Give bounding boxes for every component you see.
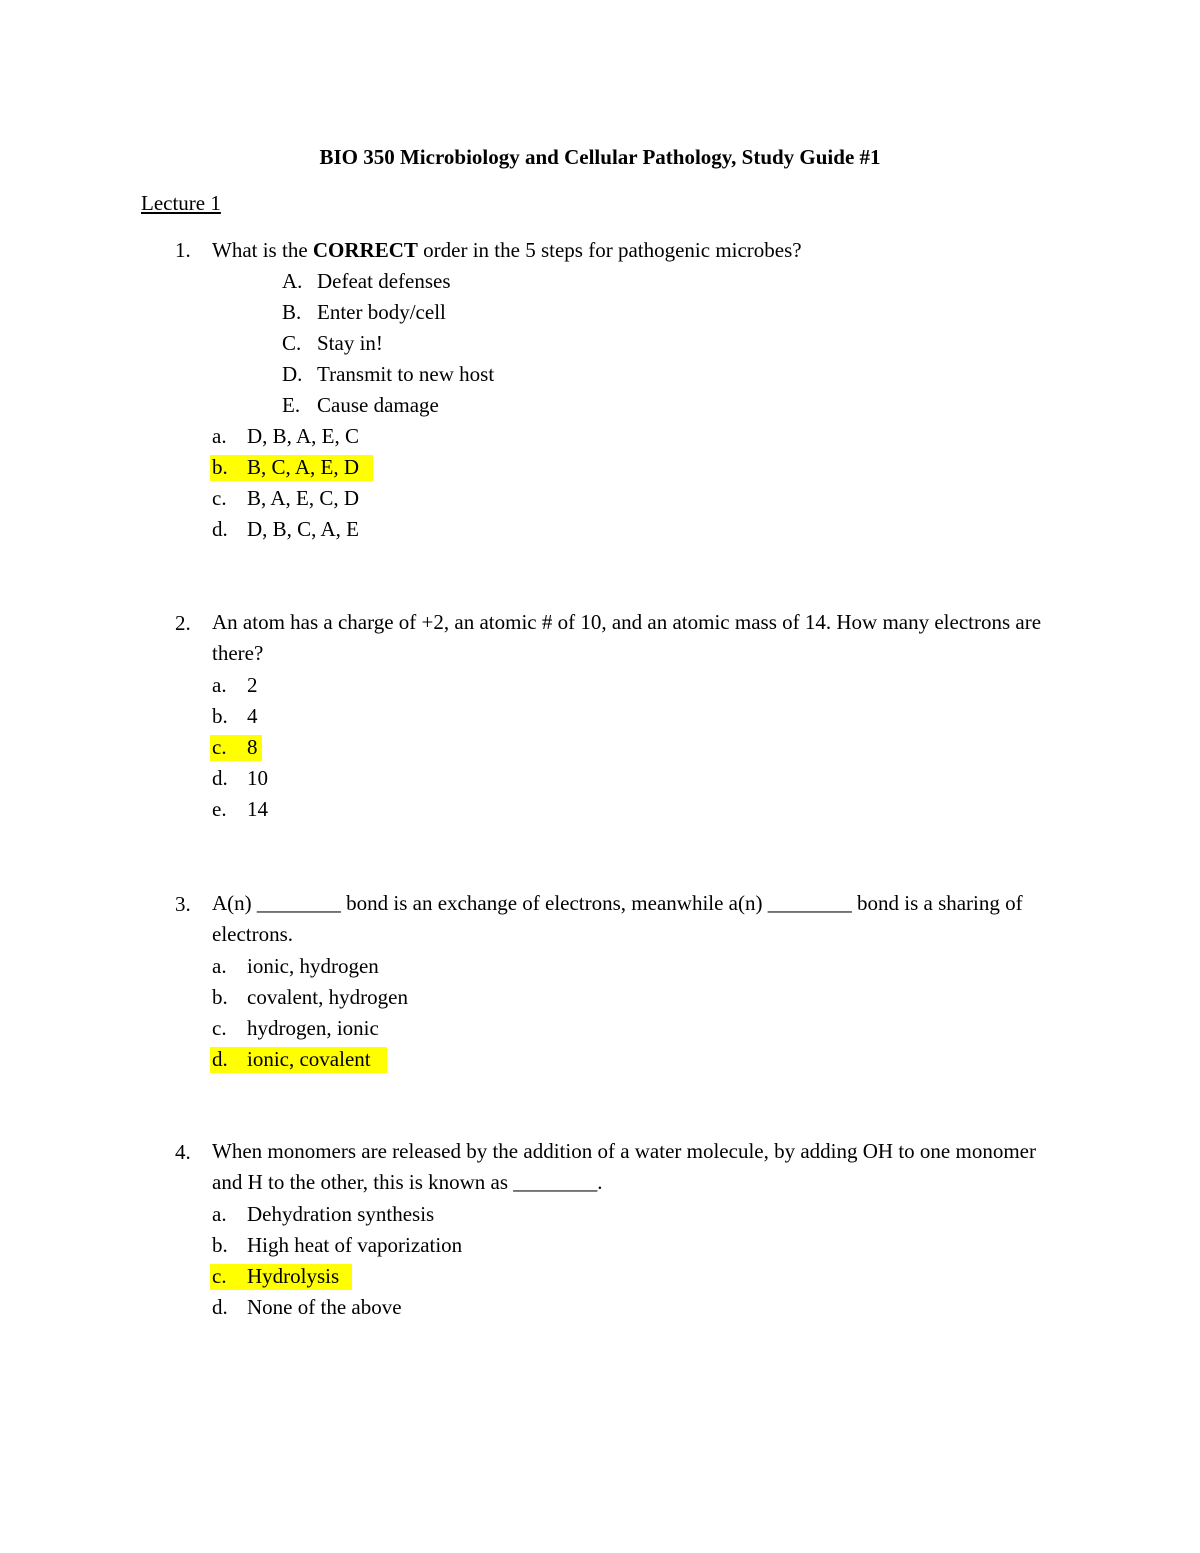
document-title: BIO 350 Microbiology and Cellular Pathology, Study Guide #1 — [319, 145, 881, 169]
question-text: What is the CORRECT order in the 5 steps for pathogenic microbes? — [212, 238, 802, 262]
emphasis-text: CORRECT — [312, 238, 418, 262]
question-text: An atom has a charge of +2, an atomic # of 10, and an atomic mass of 14. How many electrons are there? — [212, 610, 1042, 665]
question-number: 4. — [175, 1140, 191, 1164]
question-text: When monomers are released by the addition of a water molecule, by adding OH to one monomer and H to the other, this is known as ________. — [212, 1139, 1036, 1194]
question-text: A(n) ________ bond is an exchange of electrons, meanwhile a(n) ________ bond is a sharing of electrons. — [212, 891, 1023, 946]
question-number: 3. — [175, 892, 191, 916]
question-number: 2. — [175, 611, 191, 635]
section-heading: Lecture 1 — [141, 191, 221, 215]
question-number: 1. — [175, 238, 191, 262]
